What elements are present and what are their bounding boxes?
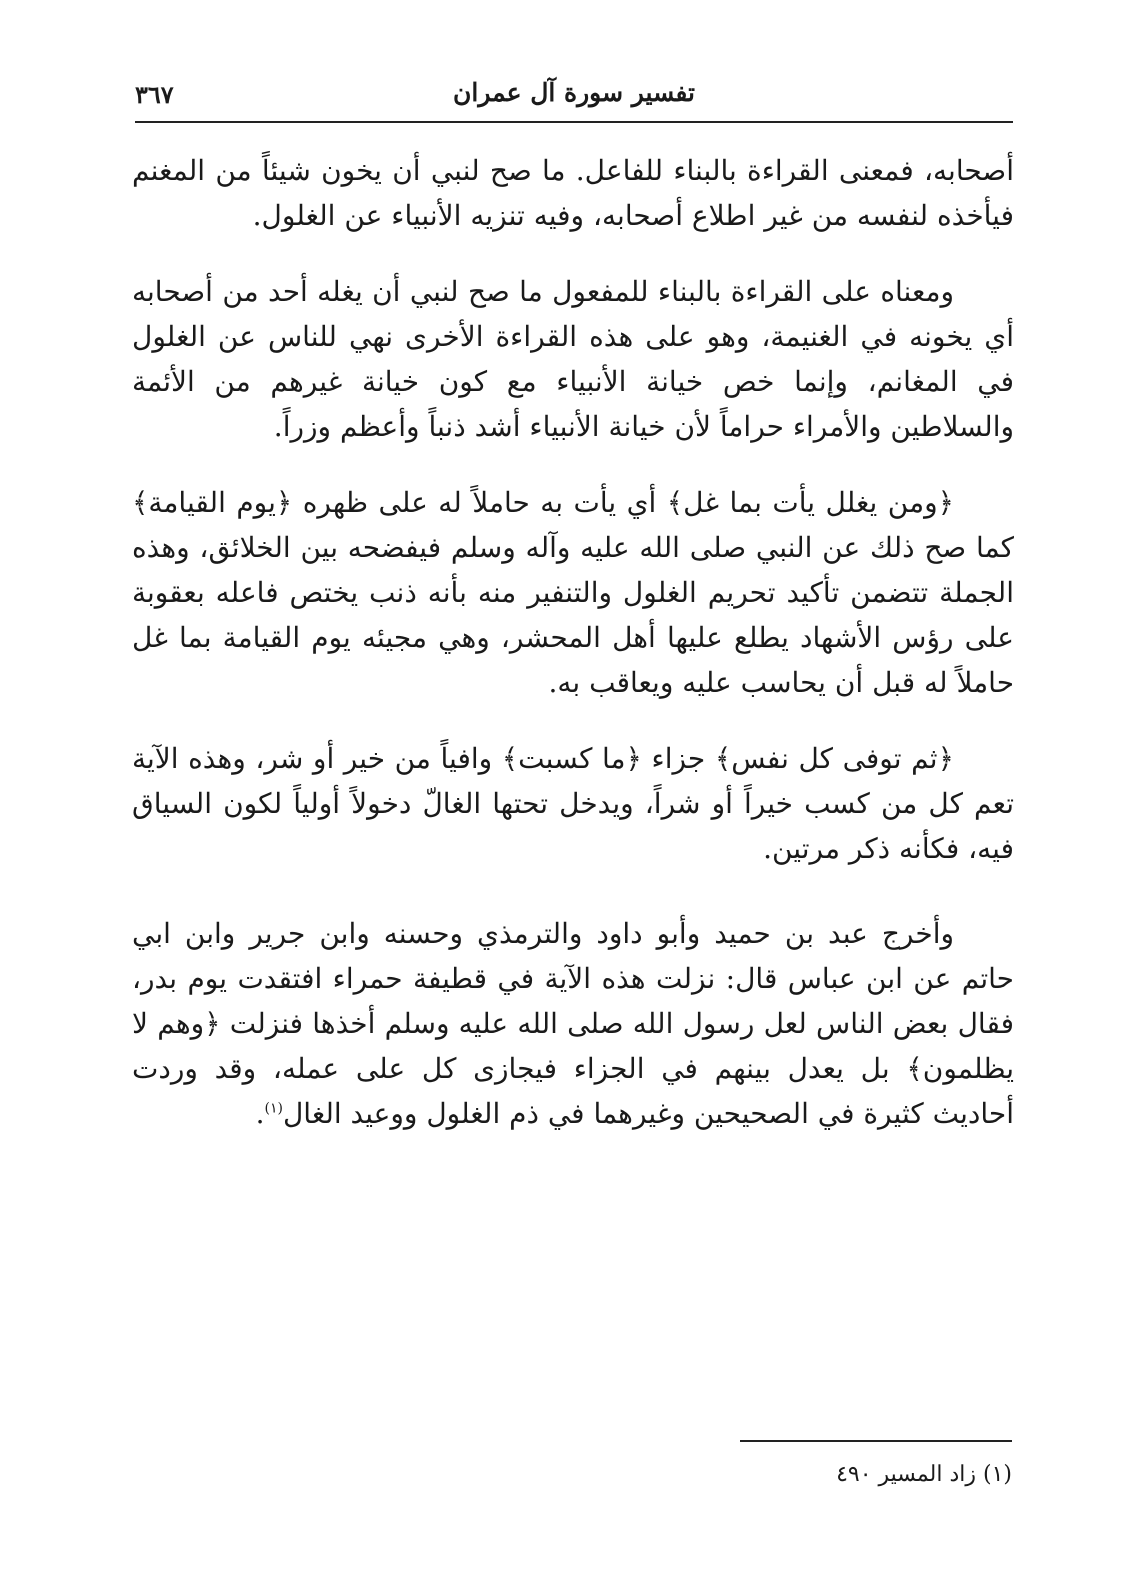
footnote-rule xyxy=(740,1440,1012,1442)
paragraph-5-end: . xyxy=(255,1097,265,1130)
paragraph-1: أصحابه، فمعنى القراءة بالبناء للفاعل. ما صح لنبي أن يخون شيئاً من المغنم فيأخذه لنفسه من غير اطلاع أصحابه، وفيه تنزيه الأنبياء عن الغلول. xyxy=(132,154,1014,232)
paragraph-2: ومعناه على القراءة بالبناء للمفعول ما صح لنبي أن يغله أحد من أصحابه أي يخونه في الغنيمة، وهو على هذه القراءة الأخرى نهي للناس عن الغلول في المغانم، وإنما خص خيانة الأنبياء مع كون خيانة غيرهم من الأئمة والسلاطين والأمراء حراماً لأن خيانة الأنبياء أشد ذنباً وأعظم وزراً. xyxy=(132,275,1014,443)
paragraph-5-text: وأخرج عبد بن حميد وأبو داود والترمذي وحسنه وابن جرير وابن ابي حاتم عن ابن عباس قال: نزلت هذه الآية في قطيفة حمراء افتقدت يوم بدر، فقال بعض الناس لعل رسول الله صلى الله عليه وسلم أخذها فنزلت ﴿وهم لا يظلمون﴾ بل يعدل بينهم في الجزاء فيجازى كل على عمله، وقد وردت أحاديث كثيرة في الصحيحين وغيرهما في ذم الغلول ووعيد الغال xyxy=(132,917,1014,1130)
paragraph-4: ﴿ثم توفى كل نفس﴾ جزاء ﴿ما كسبت﴾ وافياً من خير أو شر، وهذه الآية تعم كل من كسب خيراً أو شراً، ويدخل تحتها الغالّ دخولاً أولياً لكون السياق فيه، فكأنه ذكر مرتين. xyxy=(132,742,1014,865)
paragraph-5 xyxy=(132,911,1014,1136)
paragraph-3: ﴿ومن يغلل يأت بما غل﴾ أي يأت به حاملاً له على ظهره ﴿يوم القيامة﴾ كما صح ذلك عن النبي صلى الله عليه وآله وسلم فيفضحه بين الخلائق، وهذه الجملة تتضمن تأكيد تحريم الغلول والتنفير منه بأنه ذنب يختص فاعله بعقوبة على رؤس الأشهاد يطلع عليها أهل المحشر، وهي مجيئه يوم القيامة بما غل حاملاً له قبل أن يحاسب عليه ويعاقب به. xyxy=(132,486,1014,699)
body-text xyxy=(132,148,1014,1167)
running-header xyxy=(135,70,1013,120)
footnote-reference: (١) xyxy=(264,1100,283,1117)
page-number: ٣٦٧ xyxy=(135,80,174,109)
footnote: (١) زاد المسير ٤٩٠ xyxy=(836,1462,1012,1487)
header-rule xyxy=(135,121,1013,123)
page-title: تفسير سورة آل عمران xyxy=(453,78,695,107)
